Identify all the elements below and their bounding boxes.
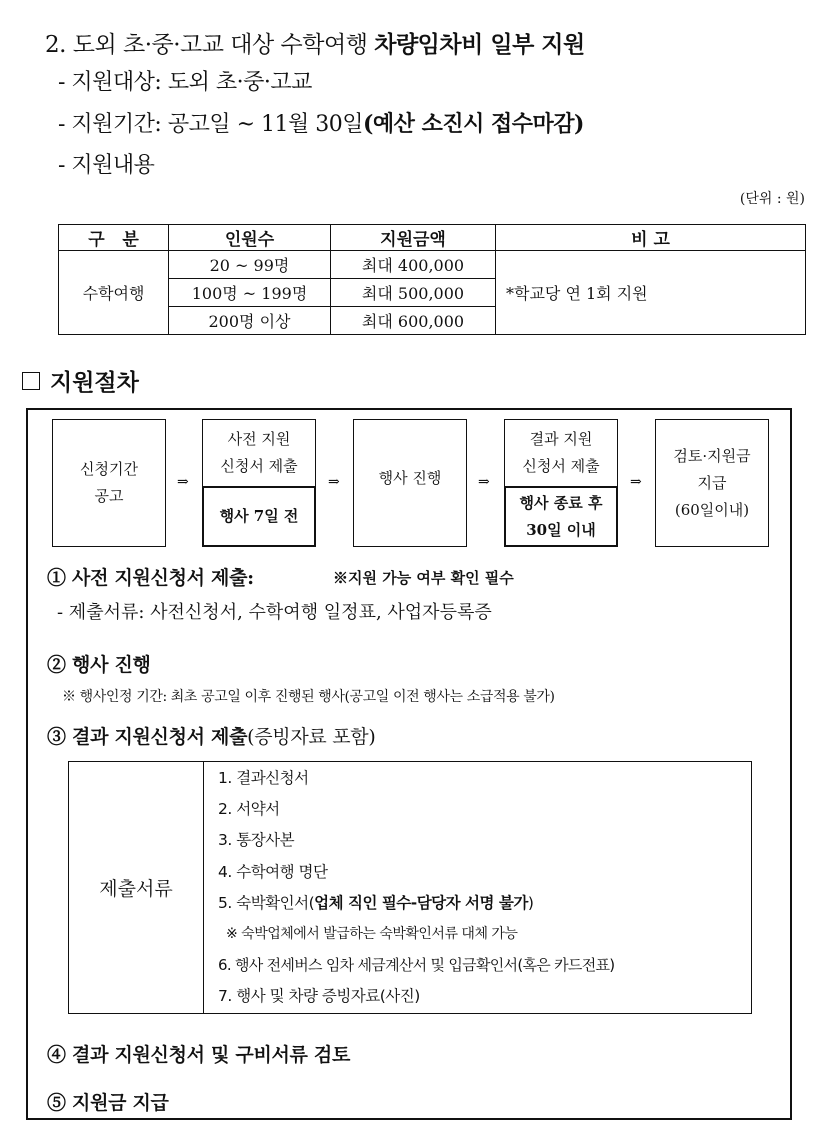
- header-people: 인원수: [169, 225, 331, 251]
- list-item-text: ): [527, 893, 534, 912]
- support-period-text: - 지원기간: 공고일 ~ 11월 30일: [58, 112, 364, 137]
- flow-step-deadline: [504, 486, 618, 547]
- list-item: 7. 행사 및 차량 증빙자료(사진): [218, 987, 420, 1006]
- list-item: 6. 행사 전세버스 임차 세금계산서 및 입금확인서(혹은 카드전표): [218, 956, 615, 975]
- arrow-right-icon: ⇒: [177, 474, 189, 490]
- support-period-deadline: (예산 소진시 접수마감): [363, 111, 584, 137]
- section-title-bold: 차량임차비 일부 지원: [374, 31, 585, 58]
- flow-step-text: 공고: [94, 487, 124, 505]
- list-item-text: 5. 숙박확인서(: [218, 893, 315, 912]
- amount-cell: 최대 400,000: [331, 251, 496, 279]
- arrow-right-icon: ⇒: [478, 474, 490, 490]
- arrow-right-icon: ⇒: [630, 474, 642, 490]
- flow-step-text: 행사 종료 후: [519, 493, 603, 512]
- section-title: [45, 26, 585, 59]
- flow-step-text: 신청서 제출: [220, 457, 298, 475]
- step-3-title-bold: ③ 결과 지원신청서 제출: [47, 726, 248, 748]
- list-item: [218, 888, 751, 919]
- flow-step-text: 사전 지원: [227, 430, 291, 448]
- flow-step-text: (60일이내): [674, 500, 750, 519]
- section-title-prefix: 2. 도외 초·중·고교 대상 수학여행: [45, 32, 375, 58]
- flow-step-text: 행사 진행: [378, 468, 442, 487]
- list-item: 3. 통장사본: [218, 831, 295, 850]
- list-item: 2. 서약서: [218, 800, 280, 819]
- flow-step-top: [505, 420, 617, 486]
- documents-label: 제출서류: [69, 762, 204, 1013]
- people-cell: 20 ~ 99명: [169, 251, 331, 279]
- people-cell: 100명 ~ 199명: [169, 279, 331, 307]
- amount-cell: 최대 500,000: [331, 279, 496, 307]
- category-cell: 수학여행: [59, 251, 169, 335]
- flow-step-top: [203, 420, 315, 486]
- support-amount-table: [58, 224, 806, 335]
- list-item-note: ※ 숙박업체에서 발급하는 숙박확인서류 대체 가능: [226, 925, 518, 942]
- procedure-heading-text: 지원절차: [50, 369, 139, 396]
- flow-step-text: 지급: [697, 473, 727, 492]
- support-content-label: - 지원내용: [58, 153, 155, 178]
- header-category: 구 분: [59, 225, 169, 251]
- flow-step-review-payment: [655, 419, 769, 547]
- square-bullet-icon: [22, 372, 40, 390]
- list-item-emphasis: 업체 직인 필수-담당자 서명 불가: [314, 893, 528, 912]
- table-header-row: [59, 225, 806, 251]
- support-period: [58, 107, 584, 138]
- flow-step-text: 검토·지원금: [673, 446, 751, 465]
- list-item: 1. 결과신청서: [218, 769, 309, 787]
- flow-step-text: 결과 지원: [529, 430, 593, 448]
- people-cell: 200명 이상: [169, 307, 331, 335]
- flow-step-result-application: [504, 419, 618, 547]
- support-target: - 지원대상: 도외 초·중·고교: [58, 70, 312, 95]
- step-4-title: ④ 결과 지원신청서 및 구비서류 검토: [47, 1044, 351, 1066]
- flow-step-deadline: 행사 7일 전: [202, 486, 316, 547]
- amount-cell: 최대 600,000: [331, 307, 496, 335]
- table-row: [59, 251, 806, 279]
- documents-table: [68, 761, 752, 1014]
- flow-step-event: [353, 419, 467, 547]
- arrow-right-icon: ⇒: [328, 474, 340, 490]
- step-2-title: ② 행사 진행: [47, 654, 151, 676]
- unit-label: (단위 : 원): [739, 191, 805, 207]
- step-1-note: ※지원 가능 여부 확인 필수: [333, 569, 514, 587]
- flow-step-text: 30일 이내: [526, 520, 596, 539]
- documents-list: [204, 762, 751, 1013]
- header-note: 비 고: [496, 225, 806, 251]
- flow-step-text: 신청서 제출: [522, 457, 600, 475]
- procedure-heading: [22, 364, 139, 397]
- list-item: 4. 수학여행 명단: [218, 862, 328, 881]
- step-2-note: ※ 행사인정 기간: 최초 공고일 이후 진행된 행사(공고일 이전 행사는 소급적용 불가): [62, 689, 555, 705]
- flow-step-pre-application: [202, 419, 316, 547]
- flow-step-announcement: [52, 419, 166, 547]
- step-1-documents: - 제출서류: 사전신청서, 수학여행 일정표, 사업자등록증: [57, 602, 492, 623]
- step-3-title-rest: (증빙자료 포함): [247, 726, 376, 748]
- note-cell: *학교당 연 1회 지원: [496, 251, 806, 335]
- step-1-title: ① 사전 지원신청서 제출:: [47, 567, 254, 589]
- step-3-title: [47, 722, 375, 749]
- header-amount: 지원금액: [331, 225, 496, 251]
- flow-step-text: 신청기간: [80, 460, 138, 478]
- step-5-title: ⑤ 지원금 지급: [47, 1092, 169, 1114]
